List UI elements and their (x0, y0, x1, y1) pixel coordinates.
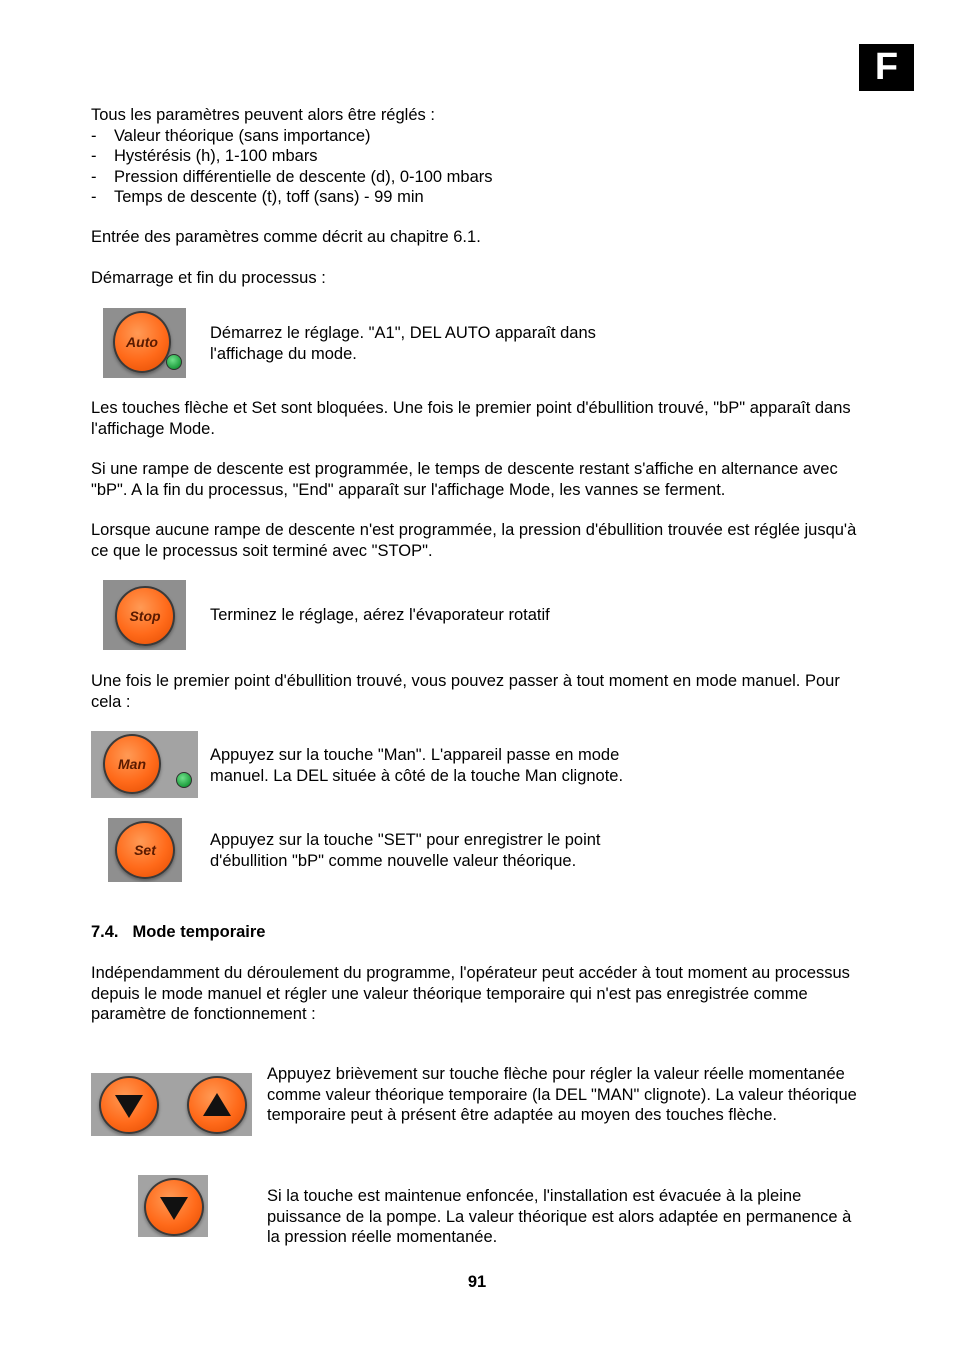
section-intro: Indépendamment du déroulement du programme, l'opérateur peut accéder à tout moment au processus depuis le mode manuel et régler une valeur théorique temporaire qui n'est pas enregistrée comme paramètre de fonctionnement : (91, 964, 850, 1023)
arrows-description: Appuyez brièvement sur touche flèche pour régler la valeur réelle momentanée comme valeur théorique temporaire (la DEL "MAN" clignote). La valeur théorique temporaire peut à présent être adaptée au moyen des touches flèche. (267, 1065, 857, 1124)
section-title: Mode temporaire (132, 923, 266, 941)
section-number: 7.4. (91, 923, 119, 941)
list-item: - Valeur théorique (sans importance) (91, 126, 871, 147)
intro-text: Tous les paramètres peuvent alors être réglés : (91, 106, 435, 124)
process-heading: Démarrage et fin du processus : (91, 269, 326, 287)
arrow-down-icon (101, 1078, 157, 1132)
arrow-up-button (187, 1076, 247, 1134)
stop-description: Terminez le réglage, aérez l'évaporateur rotatif (210, 606, 550, 624)
man-led-icon (176, 772, 192, 788)
man-key-image (91, 731, 198, 798)
arrow-down-button (99, 1076, 159, 1134)
arrow-down-icon (146, 1180, 202, 1234)
arrow-keys-image (91, 1073, 252, 1136)
auto-button: Auto (113, 311, 171, 373)
parameter-list (91, 126, 871, 208)
ramp-paragraph: Si une rampe de descente est programmée, le temps de descente restant s'affiche en alternance avec "bP". A la fin du processus, "End" apparaît sur l'affichage Mode, les vannes se ferment. (91, 460, 838, 499)
arrow-down-button-single (144, 1178, 204, 1236)
set-button: Set (115, 821, 175, 879)
stop-button: Stop (115, 586, 175, 646)
list-item: - Hystérésis (h), 1-100 mbars (91, 146, 871, 167)
auto-key-image (103, 308, 186, 378)
locked-keys-paragraph: Les touches flèche et Set sont bloquées. Une fois le premier point d'ébullition trouvé, "bP" apparaît dans l'affichage Mode. (91, 399, 851, 438)
stop-key-image (103, 580, 186, 650)
parameters-block (91, 105, 871, 208)
hold-description: Si la touche est maintenue enfoncée, l'installation est évacuée à la pleine puissance de la pompe. La valeur théorique est alors adaptée en permanence à la pression réelle momentanée. (267, 1187, 852, 1246)
auto-led-icon (166, 354, 182, 370)
manual-mode-paragraph: Une fois le premier point d'ébullition trouvé, vous pouvez passer à tout moment en mode manuel. Pour cela : (91, 672, 840, 711)
entry-note: Entrée des paramètres comme décrit au chapitre 6.1. (91, 228, 481, 246)
down-key-image (138, 1175, 208, 1237)
page-number: 91 (467, 1273, 487, 1291)
no-ramp-paragraph: Lorsque aucune rampe de descente n'est programmée, la pression d'ébullition trouvée est réglée jusqu'à ce que le processus soit terminé avec "STOP". (91, 521, 857, 560)
language-badge: F (859, 44, 914, 91)
arrow-up-icon (189, 1078, 245, 1132)
man-description: Appuyez sur la touche "Man". L'appareil passe en mode manuel. La DEL située à côté de la touche Man clignote. (210, 746, 624, 785)
auto-description: Démarrez le réglage. "A1", DEL AUTO apparaît dans l'affichage du mode. (210, 324, 596, 363)
list-item: - Temps de descente (t), toff (sans) - 99 min (91, 187, 871, 208)
set-key-image (108, 818, 182, 882)
set-description: Appuyez sur la touche "SET" pour enregistrer le point d'ébullition "bP" comme nouvelle valeur théorique. (210, 831, 601, 870)
section-heading (91, 922, 265, 943)
list-item: - Pression différentielle de descente (d), 0-100 mbars (91, 167, 871, 188)
man-button: Man (103, 734, 161, 794)
